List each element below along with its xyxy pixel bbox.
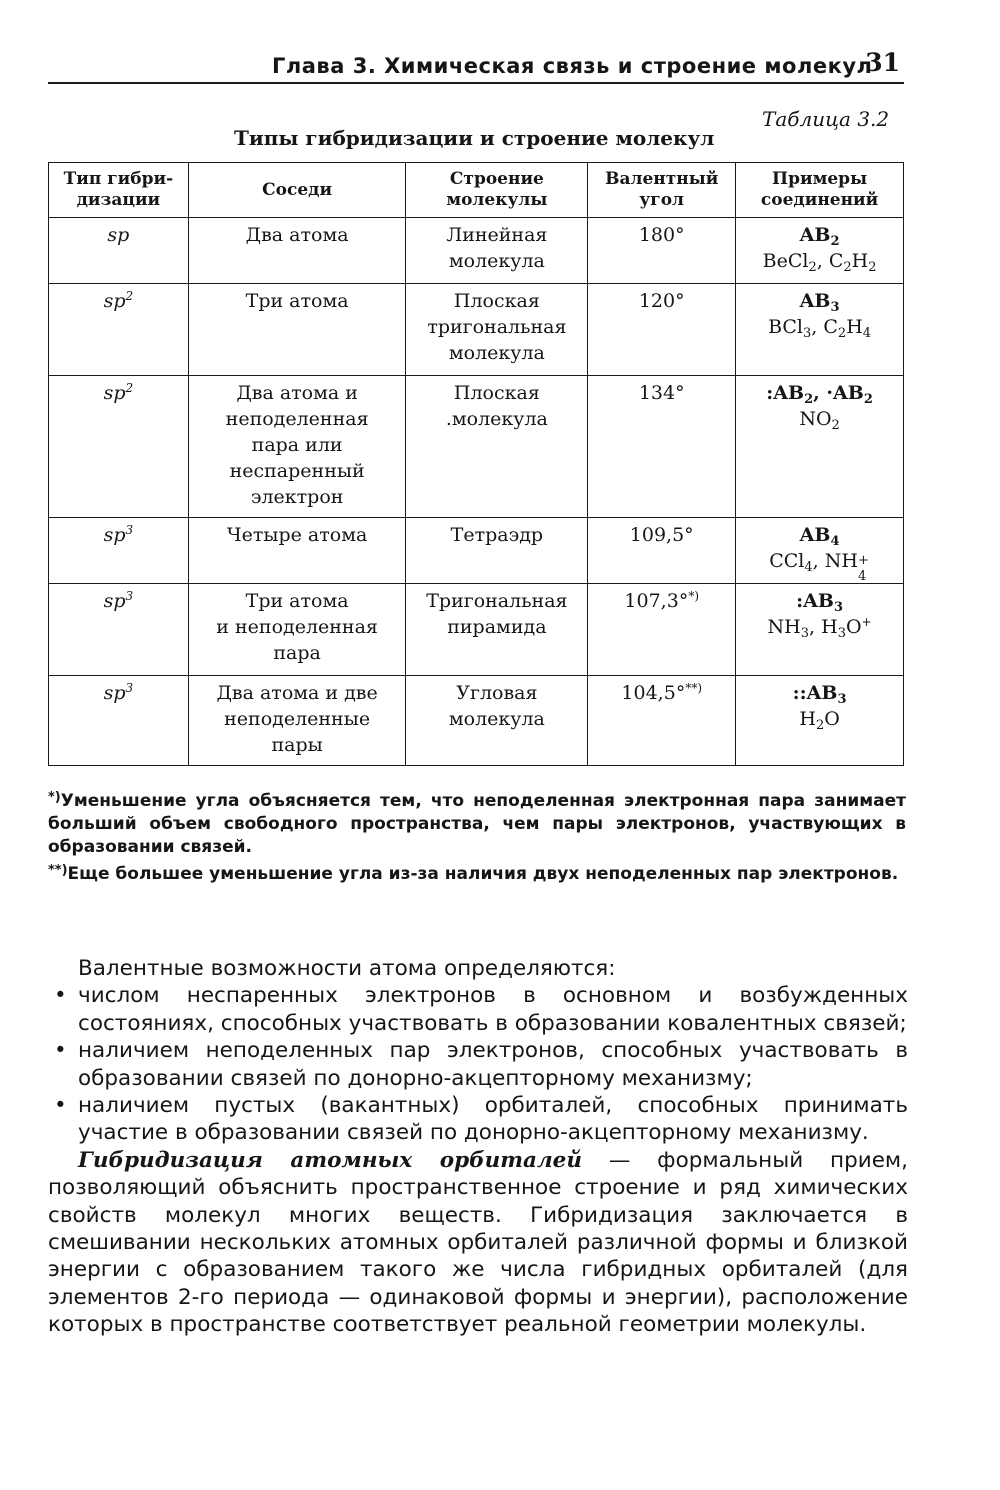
- running-title: Глава 3. Химическая связь и строение молекул: [272, 54, 873, 78]
- running-head: [48, 48, 904, 84]
- cell-examples: $::AB_3$ $H_2O$: [736, 676, 904, 766]
- list-item: • наличием неподеленных пар электронов, способных участвовать в образовании связей по донорно-акцепторному механизму;: [54, 1038, 908, 1091]
- page-number: 31: [865, 48, 900, 77]
- intro-paragraph: Валентные возможности атома определяются:: [78, 956, 616, 981]
- header-type: Тип гибри- дизации: [49, 163, 189, 218]
- body-text: [48, 955, 908, 1339]
- footnote: *)Уменьшение угла объясняется тем, что неподеленная электронная пара занимает больший объем свободного пространства, чем пары электронов, участвующих в образовании связей.: [48, 790, 906, 857]
- cell-examples: $AB_2$ BeCl$_2$, $C_2H_2$: [736, 218, 904, 284]
- cell-angle: 134°: [588, 376, 736, 518]
- cell-examples: $:AB_3$ $NH_3$, $H_3O^+$: [736, 584, 904, 676]
- capabilities-list: [48, 982, 908, 1146]
- cell-structure: Тетраэдр: [406, 518, 588, 584]
- header-structure: Строение молекулы: [406, 163, 588, 218]
- hybridization-table: [48, 162, 904, 766]
- cell-structure: Плоская .молекула: [406, 376, 588, 518]
- definition-paragraph: Гибридизация атомных орбиталей — формальный прием, позволяющий объяснить пространственное строение и ряд химических свойств молекул многих веществ. Гибридизация заключается в смешивании нескольких атомных орбиталей различной формы и близкой энергии с образованием такого же числа гибридных орбиталей (для элементов 2-го периода — одинаковой формы и энергии), расположение которых в пространстве соответствует реальной геометрии молекулы.: [48, 1147, 908, 1338]
- list-item: • числом неспаренных электронов в основном и возбужденных состояниях, способных участвовать в образовании ковалентных связей;: [54, 983, 908, 1036]
- cell-angle: 107,3°*): [588, 584, 736, 676]
- cell-neighbors: Три атома: [188, 284, 406, 376]
- cell-neighbors: Два атома: [188, 218, 406, 284]
- cell-neighbors: Два атома и неподеленная пара или неспаренный электрон: [188, 376, 406, 518]
- header-examples: Примеры соединений: [736, 163, 904, 218]
- cell-type: $sp^3$: [49, 676, 189, 766]
- table-row: [49, 676, 904, 766]
- bullet-icon: •: [54, 983, 67, 1009]
- bullet-icon: •: [54, 1093, 67, 1119]
- cell-neighbors: Два атома и две неподеленные пары: [188, 676, 406, 766]
- cell-structure: Плоская тригональная молекула: [406, 284, 588, 376]
- defined-term: Гибридизация атомных орбиталей: [78, 1147, 582, 1173]
- cell-type: $sp^2$: [49, 284, 189, 376]
- cell-examples: $:AB_2$, $\cdot AB_2$ $NO_2$: [736, 376, 904, 518]
- table-row: [49, 518, 904, 584]
- cell-structure: Тригональная пирамида: [406, 584, 588, 676]
- cell-angle: 109,5°: [588, 518, 736, 584]
- cell-angle: 104,5°**): [588, 676, 736, 766]
- cell-type: $sp^2$: [49, 376, 189, 518]
- header-neighbors: Соседи: [188, 163, 406, 218]
- table-row: [49, 584, 904, 676]
- bullet-icon: •: [54, 1038, 67, 1064]
- cell-examples: $AB_4$ CCl$_4$, NH + 4: [736, 518, 904, 584]
- table-row: [49, 218, 904, 284]
- table-footnotes: [48, 786, 906, 886]
- cell-examples: $AB_3$ BCl$_3$, $C_2H_4$: [736, 284, 904, 376]
- table-title: Типы гибридизации и строение молекул: [234, 126, 715, 150]
- cell-neighbors: Три атома и неподеленная пара: [188, 584, 406, 676]
- header-angle: Валентный угол: [588, 163, 736, 218]
- table-header-row: [49, 163, 904, 218]
- cell-angle: 120°: [588, 284, 736, 376]
- cell-type: sp: [49, 218, 189, 284]
- table-row: [49, 284, 904, 376]
- footnote: **)Еще большее уменьшение угла из-за наличия двух неподеленных пар электронов.: [48, 863, 899, 884]
- cell-type: $sp^3$: [49, 518, 189, 584]
- table-title-wrap: [48, 126, 904, 150]
- cell-structure: Линейная молекула: [406, 218, 588, 284]
- table-row: [49, 376, 904, 518]
- cell-neighbors: Четыре атома: [188, 518, 406, 584]
- cell-structure: Угловая молекула: [406, 676, 588, 766]
- cell-type: $sp^3$: [49, 584, 189, 676]
- cell-angle: 180°: [588, 218, 736, 284]
- table-caption: Таблица 3.2: [762, 107, 890, 131]
- list-item: • наличием пустых (вакантных) орбиталей, способных принимать участие в образовании связей по донорно-акцепторному механизму.: [54, 1093, 908, 1146]
